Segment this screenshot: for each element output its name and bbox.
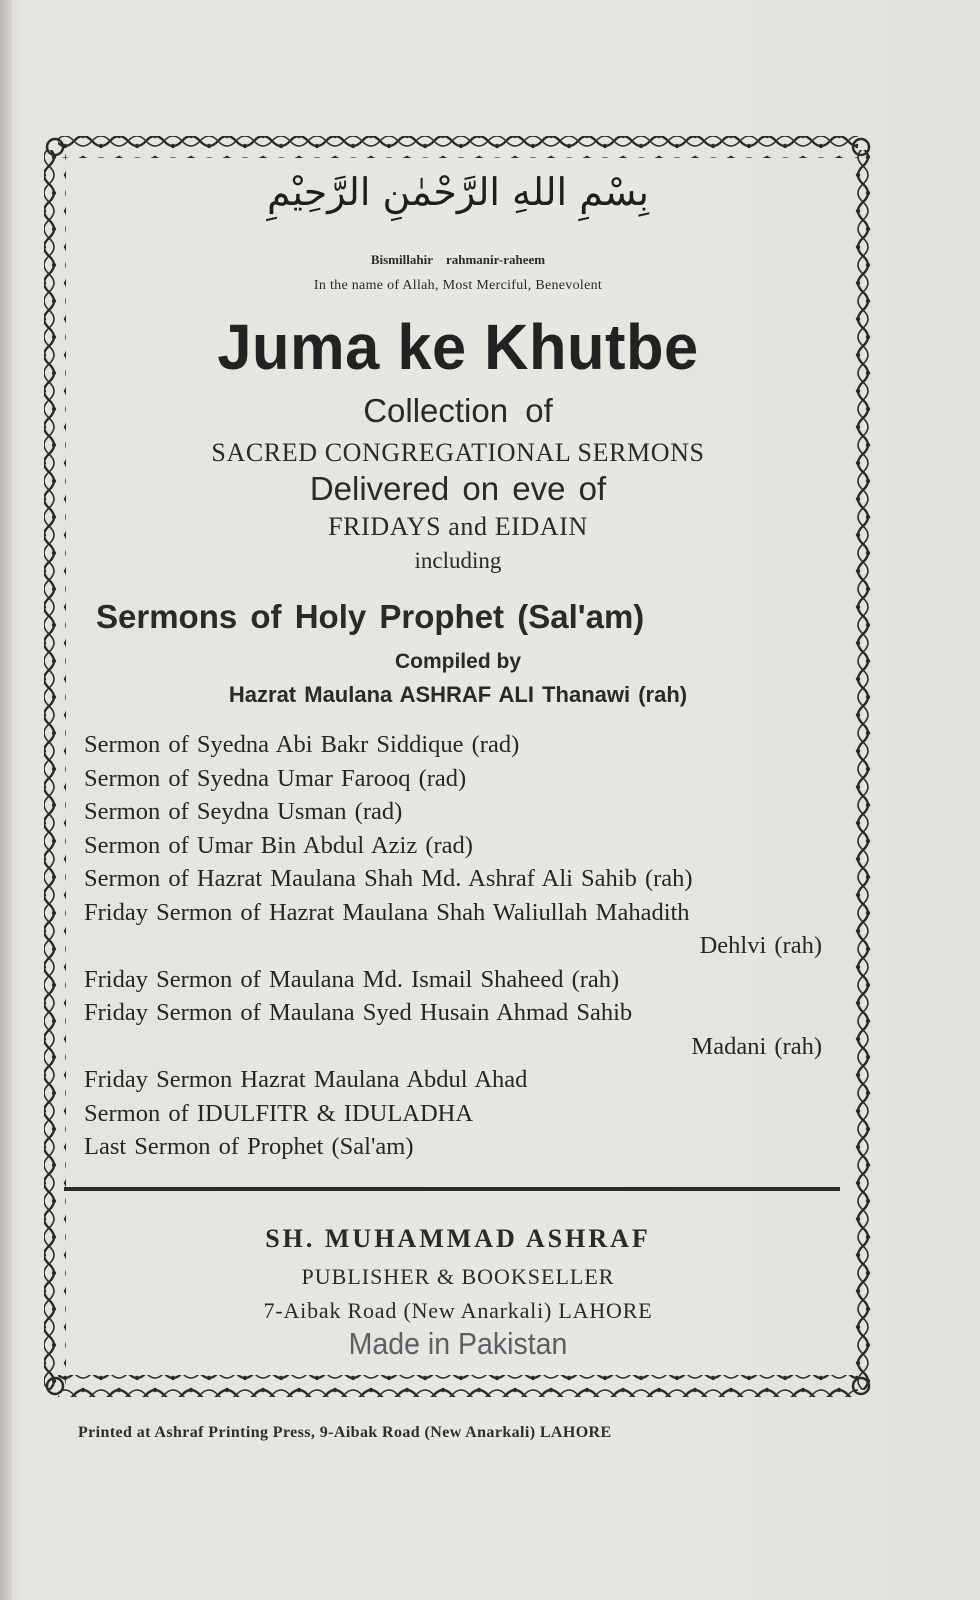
contents-item: Sermon of Hazrat Maulana Shah Md. Ashraf Ali Sahib (rah) — [84, 865, 693, 892]
contents-item: Sermon of Syedna Umar Farooq (rad) — [84, 764, 467, 792]
bismillah-meaning: In the name of Allah, Most Merciful, Benevolent — [313, 278, 603, 293]
subtitle-fridays-eidain: FRIDAYS and EIDAIN — [328, 512, 588, 541]
subtitle-collection: Collection of — [363, 392, 553, 429]
contents-item: Friday Sermon of Maulana Md. Ismail Shaheed (rah) — [84, 965, 620, 993]
contents-item: Sermon of Seydna Usman (rad) — [84, 798, 403, 825]
contents-item-continuation: Madani (rah) — [691, 1032, 822, 1060]
contents-item: Last Sermon of Prophet (Sal'am) — [84, 1133, 414, 1160]
book-spine-shadow — [0, 0, 12, 1600]
publisher-address: 7-Aibak Road (New Anarkali) LAHORE — [263, 1298, 653, 1323]
contents-item-continuation: Dehlvi (rah) — [699, 932, 822, 959]
contents-item: Sermon of Syedna Abi Bakr Siddique (rad) — [84, 731, 520, 758]
contents-item: Friday Sermon of Maulana Syed Husain Ahmad Sahib — [84, 999, 633, 1026]
publisher-role: PUBLISHER & BOOKSELLER — [301, 1264, 615, 1289]
printer-imprint: Printed at Ashraf Printing Press, 9-Aibak Road (New Anarkali) LAHORE — [78, 1424, 612, 1441]
contents-item: Sermon of Umar Bin Abdul Aziz (rad) — [84, 831, 473, 859]
ornamental-frame — [38, 130, 878, 1420]
contents-item: Sermon of IDULFITR & IDULADHA — [84, 1099, 474, 1127]
made-in-pakistan-stamp: Made in Pakistan — [348, 1326, 568, 1361]
subtitle-sacred-sermons: SACRED CONGREGATIONAL SERMONS — [211, 438, 705, 467]
contents-item: Friday Sermon Hazrat Maulana Abdul Ahad — [84, 1066, 528, 1093]
compiled-by-label: Compiled by — [394, 650, 521, 673]
holy-prophet-sermons-heading: Sermons of Holy Prophet (Sal'am) — [96, 598, 645, 635]
compiler-name: Hazrat Maulana ASHRAF ALI Thanawi (rah) — [228, 682, 688, 707]
divider-rule — [64, 1187, 840, 1191]
contents-list — [84, 728, 824, 1164]
bismillah-arabic: بِسْمِ اللهِ الرَّحْمٰنِ الرَّحِيْمِ — [267, 170, 649, 214]
subtitle-including: including — [414, 548, 502, 573]
bismillah-transliteration: Bismillahir rahmanir-raheem — [370, 252, 546, 267]
book-title: Juma ke Khutbe — [217, 311, 699, 383]
contents-item: Friday Sermon of Hazrat Maulana Shah Waliullah Mahadith — [84, 898, 690, 926]
subtitle-delivered: Delivered on eve of — [309, 470, 607, 507]
publisher-name: SH. MUHAMMAD ASHRAF — [265, 1224, 651, 1253]
